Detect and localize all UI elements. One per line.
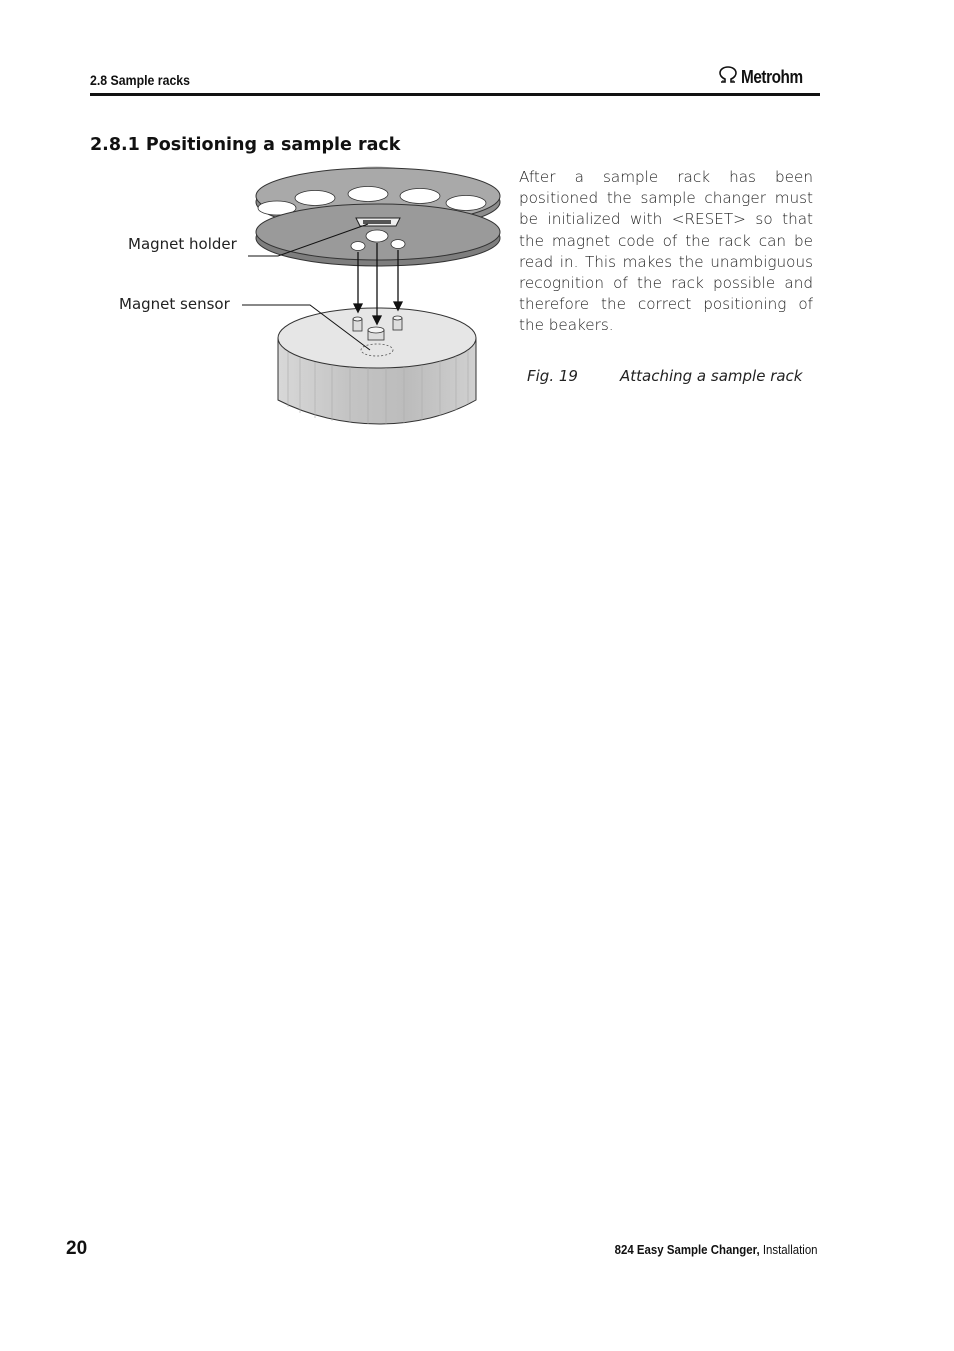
omega-logo-icon [718,66,738,89]
running-header-section: 2.8 Sample racks [90,72,191,88]
footer-product: 824 Easy Sample Changer, [615,1242,761,1257]
section-title: 2.8.1 Positioning a sample rack [90,135,401,155]
rack-lower-plate [256,204,500,266]
page-number: 20 [66,1238,88,1259]
figure-caption-title: Attaching a sample rack [620,367,803,385]
footer-doc-title [615,1242,818,1257]
magnet-sensor-label: Magnet sensor [119,295,230,313]
header-rule [90,93,820,96]
logo-wordmark: Metrohm [741,67,803,87]
metrohm-logo [718,66,814,89]
magnet-holder-label: Magnet holder [128,235,237,253]
footer-part: Installation [763,1242,818,1257]
section-body-text: After a sample rack has been positioned the sample changer must be initialized with <RESET> so that the magnet code of the rack can be read in. This makes the unambiguous recognition of the rack possible and therefore the correct positioning of the beakers. [519,168,813,335]
figure-caption-label: Fig. 19 [527,367,578,385]
